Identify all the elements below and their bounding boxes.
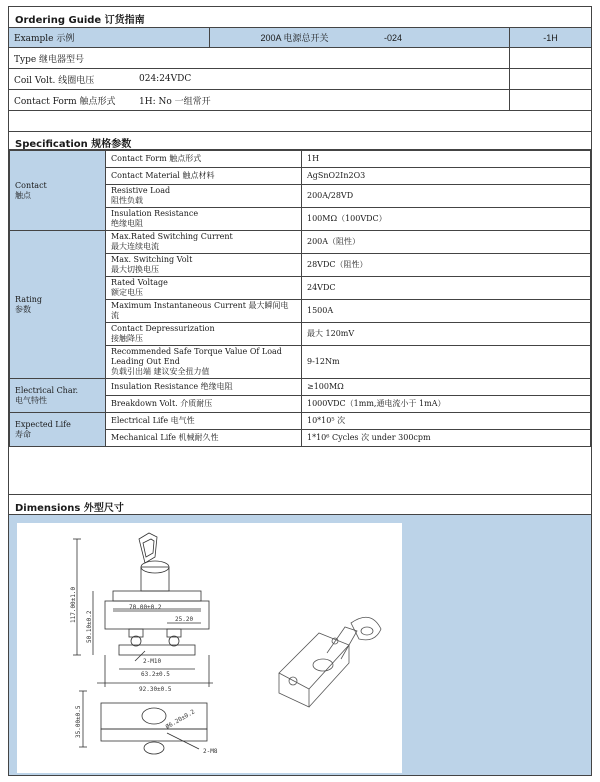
dim-height-body: 50.10±0.2 <box>86 610 93 643</box>
spec-group-name-cn: 触点 <box>15 190 31 200</box>
contact-value: 1H: No 一组常开 <box>139 96 211 107</box>
example-part-2: -024 <box>384 32 403 43</box>
spec-parameter-name: Resistive Load 阻性负载 <box>106 185 302 208</box>
spec-parameter-value: 1500A <box>302 300 591 323</box>
spec-group-label <box>10 413 106 447</box>
spec-parameter-name: Max. Switching Volt 最大切换电压 <box>106 254 302 277</box>
spec-parameter-value: AgSnO2In2O3 <box>302 168 591 185</box>
spec-parameter-value: 200A（阻性） <box>302 231 591 254</box>
spec-parameter-value: 1000VDC（1mm,通电流小于 1mA） <box>302 396 591 413</box>
isometric-view <box>279 617 381 707</box>
spec-group-name-en: Rating <box>15 294 43 304</box>
spec-parameter-name: Maximum Instantaneous Current 最大瞬间电流 <box>106 300 302 323</box>
dim-width-mid: 63.2±0.5 <box>141 671 170 678</box>
spec-group-name-cn: 寿命 <box>15 429 31 439</box>
spec-group-name-en: Contact <box>15 180 47 190</box>
spec-group-label <box>10 379 106 413</box>
spec-parameter-name: Contact Form 触点形式 <box>106 151 302 168</box>
ordering-sheet <box>8 6 592 776</box>
coil-label: Coil Volt. 线圈电压 <box>14 75 95 86</box>
spec-parameter-name: Max.Rated Switching Current 最大连续电流 <box>106 231 302 254</box>
example-row <box>9 28 591 48</box>
spec-group-label <box>10 231 106 379</box>
spec-row <box>10 379 591 396</box>
spec-parameter-value: 最大 120mV <box>302 323 591 346</box>
dimensions-panel <box>9 515 591 775</box>
dim-hole: 2-M8 <box>203 748 218 755</box>
contact-label: Contact Form 触点形式 <box>14 96 116 107</box>
coil-value: 024:24VDC <box>139 74 192 84</box>
dim-diameter: Ø6.20±0.2 <box>164 708 197 731</box>
spec-row <box>10 151 591 168</box>
spec-parameter-value: 100MΩ（100VDC） <box>302 208 591 231</box>
dim-side-height: 35.00±0.5 <box>75 705 82 738</box>
spec-group-name-en: Electrical Char. <box>15 385 79 395</box>
spec-group-label <box>10 151 106 231</box>
dimension-drawing <box>17 523 402 773</box>
type-row <box>9 48 591 69</box>
spec-parameter-value: 10*10⁵ 次 <box>302 413 591 430</box>
spec-parameter-name: Contact Material 触点材料 <box>106 168 302 185</box>
dim-width-top: 70.00±0.2 <box>129 604 162 611</box>
spec-parameter-name: Breakdown Volt. 介质耐压 <box>106 396 302 413</box>
spec-parameter-name: Rated Voltage 额定电压 <box>106 277 302 300</box>
dim-width-base: 92.30±0.5 <box>139 686 172 693</box>
example-part-3: -1H <box>509 28 591 47</box>
spec-parameter-name: Mechanical Life 机械耐久性 <box>106 430 302 447</box>
specification-table <box>9 150 591 447</box>
spec-parameter-value: 9-12Nm <box>302 346 591 379</box>
example-label: Example 示例 <box>14 34 75 44</box>
dimensions-title: Dimensions 外型尺寸 <box>15 503 124 514</box>
spec-parameter-name: Recommended Safe Torque Value Of Load Leading Out End 负载引出端 建议安全扭力值 <box>106 346 302 379</box>
spec-parameter-value: 1*10⁶ Cycles 次 under 300cpm <box>302 430 591 447</box>
type-label: Type 继电器型号 <box>14 54 85 65</box>
spec-group-name-en: Expected Life <box>15 419 71 429</box>
contact-extra-cell <box>509 90 591 110</box>
dimensions-header <box>9 494 591 515</box>
spec-parameter-value: 28VDC（阻性） <box>302 254 591 277</box>
spec-group-name-cn: 参数 <box>15 304 31 314</box>
specification-title: Specification 规格参数 <box>15 139 132 150</box>
example-part-1: 200A 电源总开关 <box>209 28 379 47</box>
ordering-guide-title: Ordering Guide 订货指南 <box>15 15 145 26</box>
contact-row <box>9 90 591 111</box>
dim-pitch: 25.20 <box>175 616 194 623</box>
dim-terminal: 2-M10 <box>143 658 162 665</box>
spec-parameter-value: 24VDC <box>302 277 591 300</box>
ordering-guide-header <box>9 7 591 28</box>
spec-row <box>10 231 591 254</box>
side-view <box>79 691 207 754</box>
dim-height-total: 117.00±1.0 <box>70 586 77 623</box>
dimension-drawing-area <box>17 523 402 773</box>
spec-parameter-value: ≥100MΩ <box>302 379 591 396</box>
spec-parameter-name: Insulation Resistance 绝缘电阻 <box>106 379 302 396</box>
spec-parameter-name: Electrical Life 电气性 <box>106 413 302 430</box>
coil-row <box>9 69 591 90</box>
type-value-cell <box>509 48 591 68</box>
spec-row <box>10 413 591 430</box>
spec-parameter-value: 1H <box>302 151 591 168</box>
spec-group-name-cn: 电气特性 <box>15 395 47 405</box>
spec-parameter-name: Contact Depressurization 接触降压 <box>106 323 302 346</box>
specification-header <box>9 131 591 150</box>
spec-parameter-name: Insulation Resistance 绝缘电阻 <box>106 208 302 231</box>
spec-parameter-value: 200A/28VD <box>302 185 591 208</box>
coil-extra-cell <box>509 69 591 89</box>
